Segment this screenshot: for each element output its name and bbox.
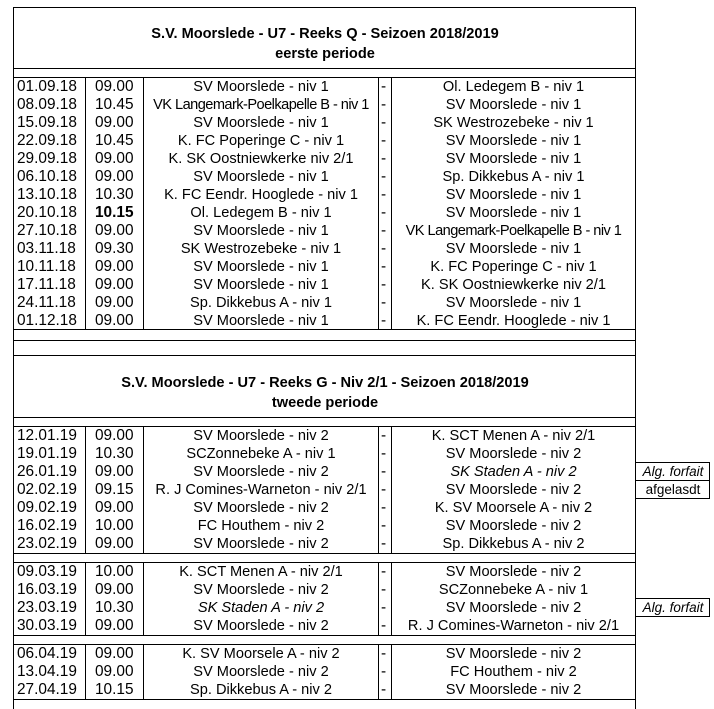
grid-line <box>13 340 636 341</box>
separator: - <box>381 276 387 293</box>
grid-line <box>85 77 86 330</box>
match-time: 09.00 <box>95 535 134 552</box>
table-row[interactable] <box>0 132 714 150</box>
table-row[interactable] <box>0 222 714 240</box>
separator: - <box>381 168 387 185</box>
separator: - <box>381 294 387 311</box>
table-row[interactable] <box>0 481 714 499</box>
grid-line <box>378 77 379 330</box>
away-team: R. J Comines-Warneton - niv 2/1 <box>407 618 620 634</box>
home-team: SV Moorslede - niv 1 <box>193 259 329 275</box>
match-time: 10.30 <box>95 599 134 616</box>
table-row[interactable] <box>0 563 714 581</box>
home-team: SCZonnebeke A - niv 1 <box>186 446 336 462</box>
separator: - <box>381 581 387 598</box>
separator: - <box>381 463 387 480</box>
away-team: K. FC Eendr. Hooglede - niv 1 <box>416 313 611 329</box>
away-team: SK Staden A - niv 2 <box>450 464 577 480</box>
match-time: 10.45 <box>95 132 134 149</box>
separator: - <box>381 445 387 462</box>
match-date: 16.02.19 <box>17 517 77 534</box>
away-team: SV Moorslede - niv 1 <box>445 241 582 257</box>
match-time: 09.00 <box>95 78 134 95</box>
home-team: SV Moorslede - niv 2 <box>193 500 329 516</box>
home-team: R. J Comines-Warneton - niv 2/1 <box>155 482 367 498</box>
away-team: SV Moorslede - niv 1 <box>445 151 582 167</box>
grid-line <box>391 562 392 636</box>
grid-line <box>85 562 86 636</box>
table-row[interactable] <box>0 581 714 599</box>
match-time: 09.00 <box>95 222 134 239</box>
separator: - <box>381 517 387 534</box>
match-date: 29.09.18 <box>17 150 77 167</box>
away-team: SV Moorslede - niv 2 <box>445 646 582 662</box>
match-time: 10.15 <box>95 681 134 698</box>
grid-line <box>85 426 86 554</box>
grid-line <box>635 616 710 617</box>
away-team: Sp. Dikkebus A - niv 2 <box>442 536 585 552</box>
home-team: K. SCT Menen A - niv 2/1 <box>179 564 343 580</box>
grid-line <box>635 480 710 481</box>
match-time: 09.00 <box>95 258 134 275</box>
match-time: 10.30 <box>95 445 134 462</box>
away-team: SV Moorslede - niv 2 <box>445 682 582 698</box>
grid-line <box>13 426 636 427</box>
away-team: SV Moorslede - niv 1 <box>445 187 582 203</box>
table-row[interactable] <box>0 150 714 168</box>
away-team: FC Houthem - niv 2 <box>450 664 577 680</box>
table-row[interactable] <box>0 445 714 463</box>
home-team: K. SK Oostniewkerke niv 2/1 <box>168 151 354 167</box>
separator: - <box>381 645 387 662</box>
table-row[interactable] <box>0 663 714 681</box>
separator: - <box>381 132 387 149</box>
match-date: 06.10.18 <box>17 168 77 185</box>
match-time: 09.15 <box>95 481 134 498</box>
match-time: 09.00 <box>95 499 134 516</box>
grid-line <box>13 68 636 69</box>
match-time: 09.00 <box>95 663 134 680</box>
away-team: SV Moorslede - niv 1 <box>445 205 582 221</box>
separator: - <box>381 114 387 131</box>
grid-line <box>13 355 636 356</box>
separator: - <box>381 96 387 113</box>
away-team: SV Moorslede - niv 1 <box>445 133 582 149</box>
table-row[interactable] <box>0 599 714 617</box>
table-row[interactable] <box>0 535 714 553</box>
away-team: K. FC Poperinge C - niv 1 <box>430 259 597 275</box>
match-date: 19.01.19 <box>17 445 77 462</box>
away-team: SV Moorslede - niv 2 <box>445 564 582 580</box>
grid-line <box>635 462 710 463</box>
match-date: 27.10.18 <box>17 222 77 239</box>
grid-line <box>13 635 636 636</box>
season1-title: S.V. Moorslede - U7 - Reeks Q - Seizoen 2018/2019 <box>151 26 499 42</box>
home-team: SV Moorslede - niv 2 <box>193 464 329 480</box>
match-date: 15.09.18 <box>17 114 77 131</box>
match-date: 01.09.18 <box>17 78 77 95</box>
match-time: 09.00 <box>95 114 134 131</box>
grid-line <box>13 329 636 330</box>
grid-line <box>143 562 144 636</box>
grid-line <box>143 644 144 700</box>
grid-line <box>378 644 379 700</box>
separator: - <box>381 222 387 239</box>
table-row[interactable] <box>0 517 714 535</box>
table-row[interactable] <box>0 312 714 330</box>
match-date: 22.09.18 <box>17 132 77 149</box>
home-team: SV Moorslede - niv 1 <box>193 223 329 239</box>
match-time: 10.00 <box>95 563 134 580</box>
away-team: Sp. Dikkebus A - niv 1 <box>442 169 585 185</box>
away-team: SV Moorslede - niv 2 <box>445 446 582 462</box>
home-team: SV Moorslede - niv 2 <box>193 618 329 634</box>
season2-subtitle: tweede periode <box>271 395 379 411</box>
match-date: 26.01.19 <box>17 463 77 480</box>
home-team: K. SV Moorsele A - niv 2 <box>182 646 340 662</box>
match-time: 09.00 <box>95 645 134 662</box>
match-note: afgelasdt <box>645 482 701 497</box>
grid-line <box>85 644 86 700</box>
separator: - <box>381 78 387 95</box>
grid-line <box>709 462 710 499</box>
grid-line <box>13 562 636 563</box>
match-date: 23.03.19 <box>17 599 77 616</box>
away-team: SV Moorslede - niv 1 <box>445 97 582 113</box>
table-row[interactable] <box>0 78 714 96</box>
grid-line <box>391 426 392 554</box>
separator: - <box>381 535 387 552</box>
away-team: K. SCT Menen A - niv 2/1 <box>431 428 596 444</box>
grid-line <box>378 562 379 636</box>
separator: - <box>381 599 387 616</box>
table-row[interactable] <box>0 645 714 663</box>
home-team: SV Moorslede - niv 2 <box>193 664 329 680</box>
grid-line <box>13 553 636 554</box>
match-date: 10.11.18 <box>17 258 76 275</box>
home-team: SV Moorslede - niv 2 <box>193 582 329 598</box>
home-team: SV Moorslede - niv 1 <box>193 115 329 131</box>
grid-line <box>13 644 636 645</box>
home-team: VK Langemark-Poelkapelle B - niv 1 <box>153 97 369 113</box>
match-note: Alg. forfait <box>642 600 704 615</box>
separator: - <box>381 312 387 329</box>
away-team: VK Langemark-Poelkapelle B - niv 1 <box>405 223 622 239</box>
home-team: Ol. Ledegem B - niv 1 <box>190 205 332 221</box>
separator: - <box>381 240 387 257</box>
separator: - <box>381 186 387 203</box>
table-row[interactable] <box>0 240 714 258</box>
match-date: 13.10.18 <box>17 186 77 203</box>
separator: - <box>381 499 387 516</box>
grid-line <box>143 77 144 330</box>
away-team: SV Moorslede - niv 1 <box>445 295 582 311</box>
table-row[interactable] <box>0 186 714 204</box>
match-date: 23.02.19 <box>17 535 77 552</box>
away-team: K. SK Oostniewkerke niv 2/1 <box>421 277 606 293</box>
table-row[interactable] <box>0 681 714 699</box>
match-time: 09.00 <box>95 427 134 444</box>
separator: - <box>381 150 387 167</box>
grid-line <box>391 77 392 330</box>
match-time: 09.00 <box>95 617 134 634</box>
separator: - <box>381 258 387 275</box>
grid-line <box>635 7 636 709</box>
match-date: 12.01.19 <box>17 427 77 444</box>
match-time: 09.00 <box>95 312 134 329</box>
match-time: 10.30 <box>95 186 134 203</box>
away-team: SV Moorslede - niv 2 <box>445 600 582 616</box>
home-team: Sp. Dikkebus A - niv 1 <box>190 295 332 311</box>
match-time: 09.30 <box>95 240 134 257</box>
grid-line <box>13 699 636 700</box>
match-date: 09.02.19 <box>17 499 77 516</box>
table-row[interactable] <box>0 204 714 222</box>
grid-line <box>709 598 710 617</box>
separator: - <box>381 617 387 634</box>
match-date: 27.04.19 <box>17 681 77 698</box>
match-date: 09.03.19 <box>17 563 77 580</box>
match-date: 01.12.18 <box>17 312 77 329</box>
grid-line <box>13 7 636 8</box>
match-time: 09.00 <box>95 276 134 293</box>
separator: - <box>381 663 387 680</box>
away-team: SCZonnebeke A - niv 1 <box>438 582 589 598</box>
grid-line <box>635 498 710 499</box>
home-team: Sp. Dikkebus A - niv 2 <box>190 682 332 698</box>
match-date: 03.11.18 <box>17 240 76 257</box>
table-row[interactable] <box>0 617 714 635</box>
table-row[interactable] <box>0 114 714 132</box>
home-team: SK Staden A - niv 2 <box>197 600 325 616</box>
away-team: SV Moorslede - niv 2 <box>445 518 582 534</box>
separator: - <box>381 204 387 221</box>
match-date: 20.10.18 <box>17 204 77 221</box>
match-time: 09.00 <box>95 150 134 167</box>
match-date: 02.02.19 <box>17 481 77 498</box>
separator: - <box>381 563 387 580</box>
table-row[interactable] <box>0 499 714 517</box>
match-date: 16.03.19 <box>17 581 77 598</box>
table-row[interactable] <box>0 294 714 312</box>
home-team: SV Moorslede - niv 2 <box>193 536 329 552</box>
table-row[interactable] <box>0 168 714 186</box>
match-note: Alg. forfait <box>642 464 704 479</box>
match-time: 10.45 <box>95 96 134 113</box>
match-date: 06.04.19 <box>17 645 77 662</box>
match-time: 09.00 <box>95 581 134 598</box>
away-team: SV Moorslede - niv 2 <box>445 482 582 498</box>
grid-line <box>391 644 392 700</box>
away-team: Ol. Ledegem B - niv 1 <box>442 79 585 95</box>
table-row[interactable] <box>0 96 714 114</box>
match-date: 08.09.18 <box>17 96 77 113</box>
away-team: K. SV Moorsele A - niv 2 <box>434 500 593 516</box>
home-team: FC Houthem - niv 2 <box>197 518 325 534</box>
home-team: K. FC Poperinge C - niv 1 <box>177 133 345 149</box>
match-time: 10.15 <box>95 204 134 221</box>
match-date: 24.11.18 <box>17 294 76 311</box>
table-row[interactable] <box>0 258 714 276</box>
separator: - <box>381 481 387 498</box>
home-team: SV Moorslede - niv 1 <box>193 313 329 329</box>
home-team: SV Moorslede - niv 1 <box>193 79 329 95</box>
season2-title: S.V. Moorslede - U7 - Reeks G - Niv 2/1 - Seizoen 2018/2019 <box>121 375 529 391</box>
table-row[interactable] <box>0 463 714 481</box>
match-date: 13.04.19 <box>17 663 77 680</box>
separator: - <box>381 681 387 698</box>
home-team: SK Westrozebeke - niv 1 <box>180 241 342 257</box>
home-team: SV Moorslede - niv 1 <box>193 169 329 185</box>
season1-subtitle: eerste periode <box>275 46 375 62</box>
match-date: 30.03.19 <box>17 617 77 634</box>
home-team: SV Moorslede - niv 2 <box>193 428 329 444</box>
match-time: 09.00 <box>95 168 134 185</box>
grid-line <box>13 417 636 418</box>
grid-line <box>13 77 636 78</box>
match-time: 10.00 <box>95 517 134 534</box>
separator: - <box>381 427 387 444</box>
match-time: 09.00 <box>95 463 134 480</box>
grid-line <box>13 7 14 709</box>
grid-line <box>635 598 710 599</box>
table-row[interactable] <box>0 276 714 294</box>
home-team: SV Moorslede - niv 1 <box>193 277 329 293</box>
match-time: 09.00 <box>95 294 134 311</box>
away-team: SK Westrozebeke - niv 1 <box>433 115 594 131</box>
match-date: 17.11.18 <box>17 276 76 293</box>
table-row[interactable] <box>0 427 714 445</box>
grid-line <box>378 426 379 554</box>
home-team: K. FC Eendr. Hooglede - niv 1 <box>164 187 358 203</box>
grid-line <box>143 426 144 554</box>
